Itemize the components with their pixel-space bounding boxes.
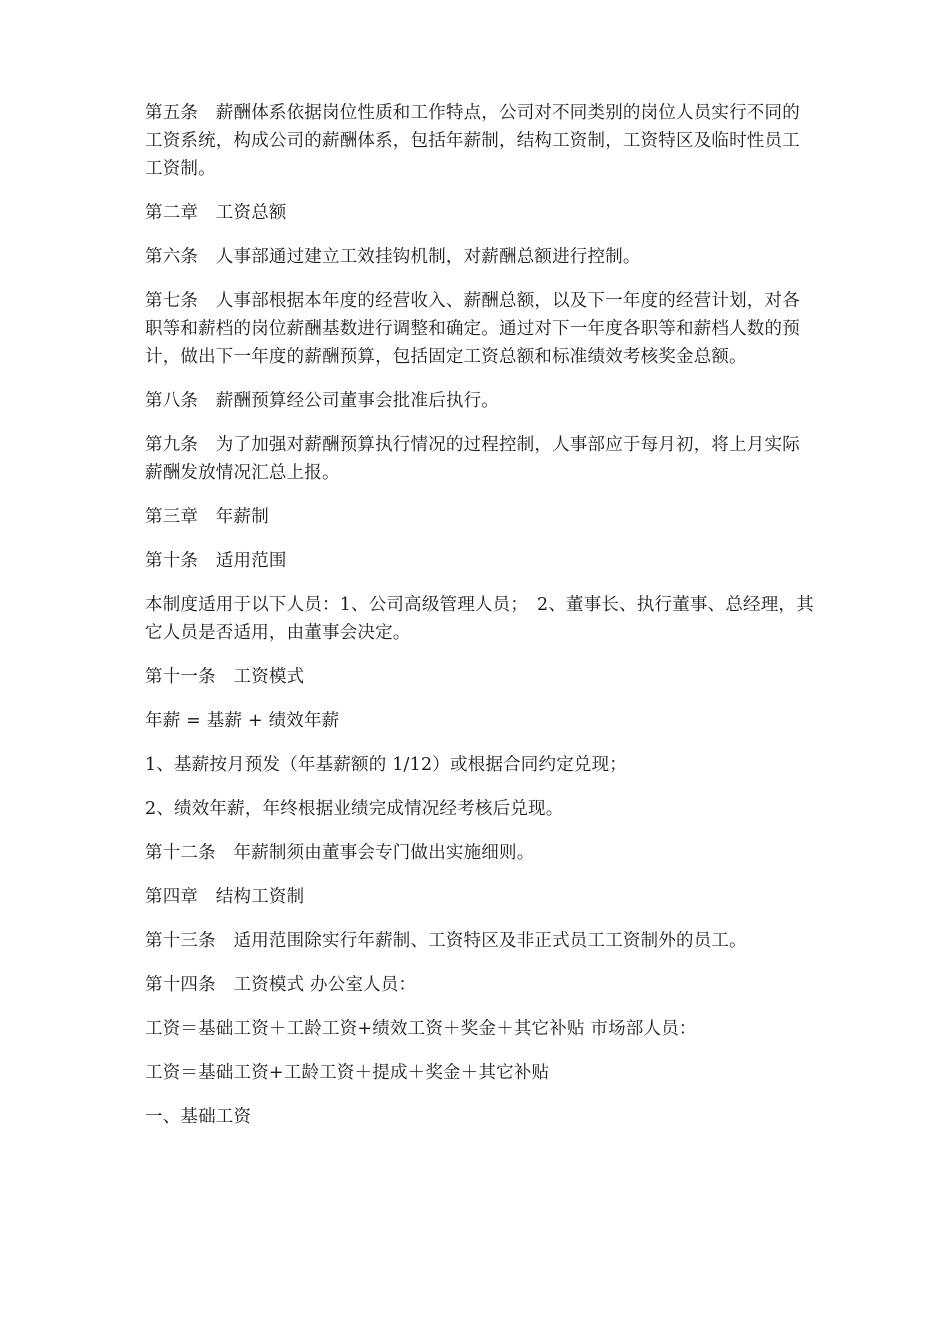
paragraph-annual-salary-formula: 年薪 = 基薪 + 绩效年薪 <box>145 711 340 731</box>
paragraph-article-5: 第五条 薪酬体系依据岗位性质和工作特点，公司对不同类别的岗位人员实行不同的工资系统，构成公司的薪酬体系，包括年薪制，结构工资制，工资特区及临时性员工工资制。 <box>145 103 800 179</box>
paragraph-article-12: 第十二条 年薪制须由董事会专门做出实施细则。 <box>145 843 535 863</box>
heading-chapter-3: 第三章 年薪制 <box>145 507 269 527</box>
document-body <box>145 99 817 1147</box>
paragraph-market-formula: 工资＝基础工资+工龄工资＋提成＋奖金＋其它补贴 <box>145 1063 550 1083</box>
paragraph-article-7: 第七条 人事部根据本年度的经营收入、薪酬总额，以及下一年度的经营计划，对各职等和薪档的岗位薪酬基数进行调整和确定。通过对下一年度各职等和薪档人数的预计，做出下一年度的薪酬预算，包括固定工资总额和标准绩效考核奖金总额。 <box>145 291 800 367</box>
paragraph-scope: 本制度适用于以下人员：1、公司高级管理人员； 2、董事长、执行董事、总经理，其它人员是否适用，由董事会决定。 <box>145 595 814 643</box>
paragraph-article-11: 第十一条 工资模式 <box>145 667 305 687</box>
paragraph-article-8: 第八条 薪酬预算经公司董事会批准后执行。 <box>145 391 499 411</box>
paragraph-article-6: 第六条 人事部通过建立工效挂钩机制，对薪酬总额进行控制。 <box>145 247 641 267</box>
heading-chapter-2: 第二章 工资总额 <box>145 203 287 223</box>
paragraph-office-formula: 工资＝基础工资＋工龄工资+绩效工资＋奖金＋其它补贴 市场部人员： <box>145 1019 697 1039</box>
paragraph-article-10: 第十条 适用范围 <box>145 551 287 571</box>
paragraph-base-salary: 1、基薪按月预发（年基薪额的 1/12）或根据合同约定兑现； <box>145 755 627 775</box>
paragraph-performance-salary: 2、绩效年薪，年终根据业绩完成情况经考核后兑现。 <box>145 799 564 819</box>
paragraph-article-9: 第九条 为了加强对薪酬预算执行情况的过程控制，人事部应于每月初，将上月实际薪酬发放情况汇总上报。 <box>145 435 800 483</box>
heading-chapter-4: 第四章 结构工资制 <box>145 887 305 907</box>
paragraph-article-14: 第十四条 工资模式 办公室人员： <box>145 975 417 995</box>
heading-basic-salary: 一、基础工资 <box>145 1107 252 1127</box>
paragraph-article-13: 第十三条 适用范围除实行年薪制、工资特区及非正式员工工资制外的员工。 <box>145 931 747 951</box>
